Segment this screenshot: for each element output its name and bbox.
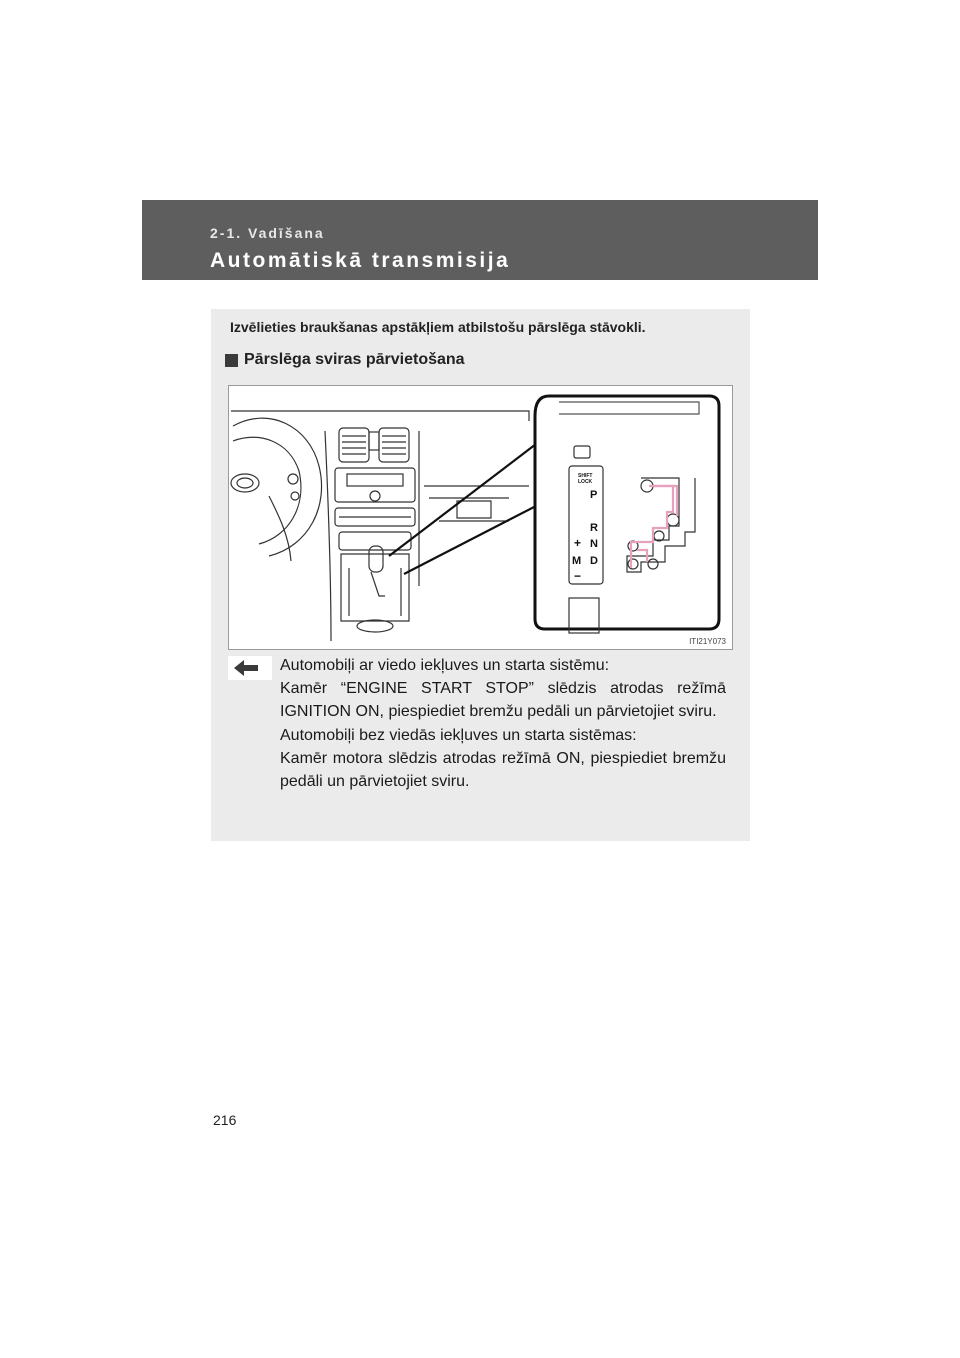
step-condition-smart: Automobiļi ar viedo iekļuves un starta sistēmu: xyxy=(280,657,610,674)
content-box xyxy=(211,309,750,841)
section-label: 2-1. Vadīšana xyxy=(210,225,325,241)
dashboard-drawing xyxy=(229,386,732,649)
intro-text: Izvēlieties braukšanas apstākļiem atbilstošu pārslēga stāvokli. xyxy=(230,319,646,335)
shift-lock-label-line2: LOCK xyxy=(578,479,593,485)
gear-p-label: P xyxy=(590,489,598,501)
page-title: Automātiskā transmisija xyxy=(210,249,511,272)
shift-lever-illustration xyxy=(228,385,733,650)
chapter-header xyxy=(142,200,818,280)
shift-plus-label: + xyxy=(574,536,582,550)
instruction-steps xyxy=(280,654,726,793)
step-instruction-no-smart: Kamēr motora slēdzis atrodas režīmā ON, piespiediet bremžu pedāli un pārvietojiet sviru. xyxy=(280,749,726,791)
shift-gate-drawing xyxy=(627,478,695,572)
gear-r-label: R xyxy=(590,522,598,534)
action-arrow-marker xyxy=(228,656,272,680)
figure-code: ITI21Y073 xyxy=(689,637,726,646)
step-instruction-smart: Kamēr “ENGINE START STOP” slēdzis atrodas režīmā IGNITION ON, piespiediet bremžu pedāli un pārvietojiet sviru. xyxy=(280,680,726,721)
square-bullet-icon xyxy=(225,354,238,367)
subheading xyxy=(225,351,465,369)
gear-m-label: M xyxy=(572,555,582,567)
left-arrow-icon xyxy=(228,656,272,680)
gear-n-label: N xyxy=(590,538,598,550)
shift-lock-label-line1: SHIFT xyxy=(578,473,593,479)
step-condition-no-smart: Automobiļi bez viedās iekļuves un starta sistēmas: xyxy=(280,726,637,744)
subheading-text: Pārslēga sviras pārvietošana xyxy=(244,351,465,368)
shift-minus-label: − xyxy=(574,569,582,583)
page-number: 216 xyxy=(213,1112,237,1128)
gear-d-label: D xyxy=(590,555,598,567)
